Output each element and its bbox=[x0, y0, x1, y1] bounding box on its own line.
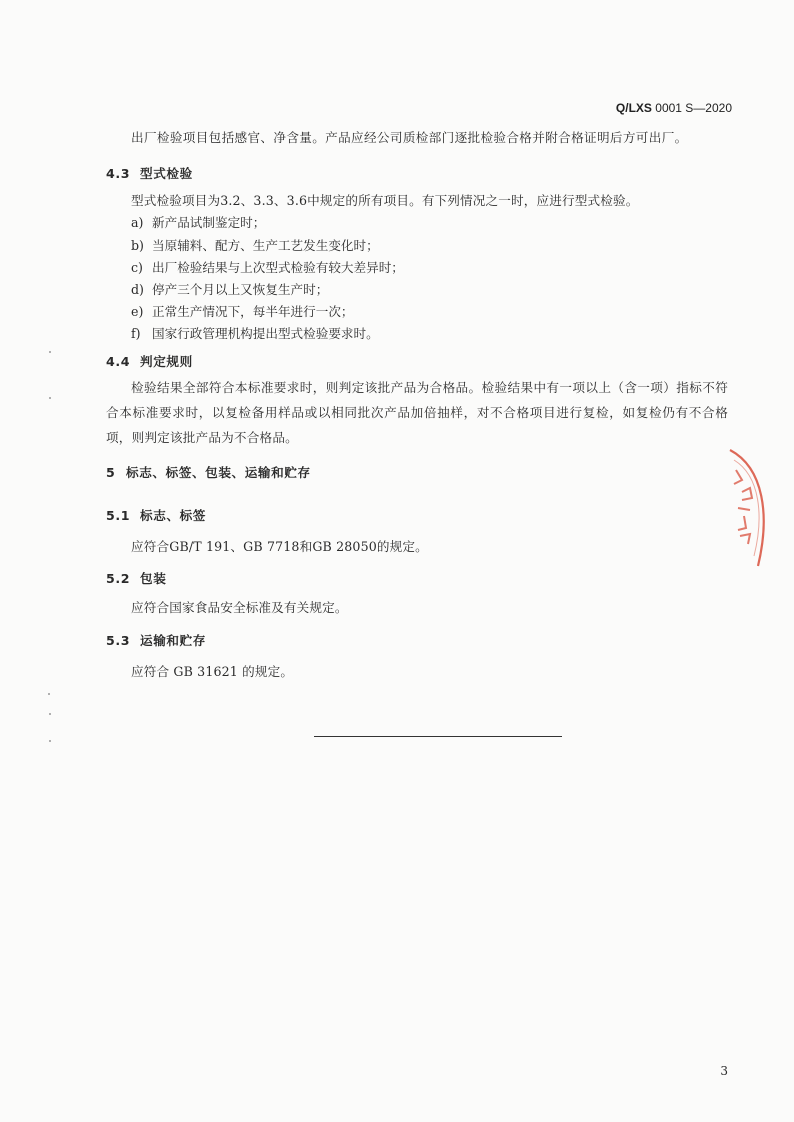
heading-title: 型式检验 bbox=[140, 166, 193, 181]
sec-5-1-text: 应符合GB/T 191、GB 7718和GB 28050的规定。 bbox=[131, 539, 428, 554]
standard-code-prefix: Q/LXS bbox=[615, 101, 652, 115]
heading-title: 标志、标签、包装、运输和贮存 bbox=[126, 465, 311, 480]
scan-speck bbox=[49, 740, 51, 742]
sec-4-4-paragraph: 检验结果全部符合本标准要求时，则判定该批产品为合格品。检验结果中有一项以上（含一项）指标不符合本标准要求时，以复检备用样品或以相同批次产品加倍抽样，对不合格项目进行复检，如复检仍有不合格项，则判定该批产品为不合格品。 bbox=[106, 380, 728, 445]
standard-code-suffix: 0001 S—2020 bbox=[655, 101, 732, 115]
heading-number: 5.1 bbox=[106, 508, 131, 523]
seal-stamp bbox=[724, 446, 772, 570]
heading-title: 标志、标签 bbox=[140, 508, 206, 523]
list-marker: b) bbox=[131, 238, 144, 253]
list-item bbox=[131, 235, 379, 254]
heading-4-4 bbox=[106, 351, 193, 370]
heading-number: 4.4 bbox=[106, 354, 131, 369]
list-text: 出厂检验结果与上次型式检验有较大差异时； bbox=[152, 260, 404, 275]
list-text: 国家行政管理机构提出型式检验要求时。 bbox=[152, 326, 379, 341]
heading-number: 5.2 bbox=[106, 571, 131, 586]
list-marker: a) bbox=[131, 215, 144, 230]
heading-number: 5 bbox=[106, 465, 116, 480]
heading-4-3 bbox=[106, 163, 193, 182]
scan-speck bbox=[49, 351, 51, 353]
list-item bbox=[131, 301, 354, 320]
sec-5-3-text: 应符合 GB 31621 的规定。 bbox=[131, 664, 294, 679]
scan-speck bbox=[48, 693, 50, 695]
heading-5 bbox=[106, 462, 311, 481]
list-item bbox=[131, 212, 265, 231]
list-item bbox=[131, 257, 404, 276]
list-marker: d) bbox=[131, 282, 144, 297]
heading-5-3 bbox=[106, 630, 206, 649]
list-item bbox=[131, 279, 328, 298]
page-number: 3 bbox=[720, 1064, 728, 1078]
intro-line: 出厂检验项目包括感官、净含量。产品应经公司质检部门逐批检验合格并附合格证明后方可出厂。 bbox=[131, 130, 688, 145]
list-marker: c) bbox=[131, 260, 143, 275]
list-marker: f) bbox=[131, 326, 141, 341]
scan-speck bbox=[49, 713, 51, 715]
heading-number: 4.3 bbox=[106, 166, 131, 181]
sec-5-2-text: 应符合国家食品安全标准及有关规定。 bbox=[131, 600, 348, 615]
list-text: 停产三个月以上又恢复生产时； bbox=[152, 282, 329, 297]
list-item bbox=[131, 323, 379, 342]
heading-number: 5.3 bbox=[106, 633, 131, 648]
heading-title: 包装 bbox=[140, 571, 167, 586]
heading-title: 判定规则 bbox=[140, 354, 193, 369]
heading-5-1 bbox=[106, 505, 206, 524]
list-text: 正常生产情况下，每半年进行一次； bbox=[152, 304, 354, 319]
scan-speck bbox=[49, 397, 51, 399]
end-of-document-rule bbox=[314, 736, 562, 737]
standard-code bbox=[616, 101, 732, 115]
list-marker: e) bbox=[131, 304, 144, 319]
list-text: 新产品试制鉴定时； bbox=[152, 215, 266, 230]
heading-5-2 bbox=[106, 568, 166, 587]
sec-4-3-lead: 型式检验项目为3.2、3.3、3.6中规定的所有项目。有下列情况之一时，应进行型式检验。 bbox=[131, 193, 639, 208]
heading-title: 运输和贮存 bbox=[140, 633, 206, 648]
list-text: 当原辅料、配方、生产工艺发生变化时； bbox=[152, 238, 379, 253]
